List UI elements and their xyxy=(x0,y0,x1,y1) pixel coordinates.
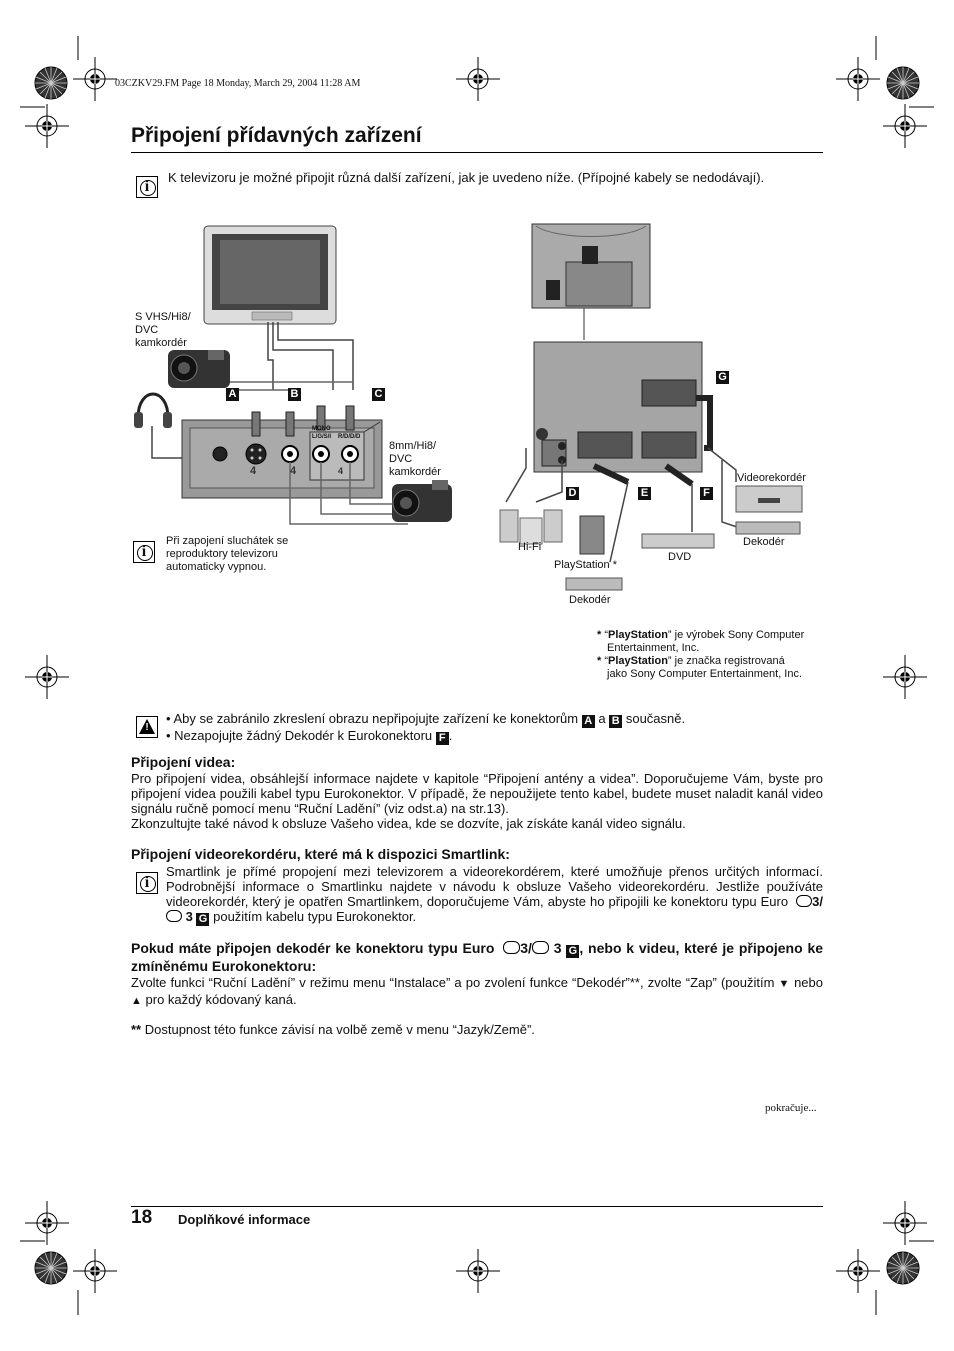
euro-connector-icon xyxy=(503,941,520,954)
smartlink-text: Smartlink je přímé propojení mezi televizorem a videorekordérem, které umožňuje přenos určitých informací. Podrobnější informace o Smartlinku najdete v návodu k obsluze Vašeho videorekordéru. Jestliže používáte videorekordér, který je opatřen Smartlinkem, doporučujeme Vám, abyste ho připojili ke konektoru typu Euro 3/ 3 G použitím kabelu typu Eurokonektor. xyxy=(166,864,823,925)
headphone-note: Při zapojení sluchátek se reproduktory televizoru automaticky vypnou. xyxy=(166,535,289,573)
svhs-camcorder-label: S VHS/Hi8/ DVC kamkordér xyxy=(135,311,191,349)
panel-right-label: R/D/D/D xyxy=(338,434,361,440)
intro-text: K televizoru je možné připojit různá další zařízení, jak je uvedeno níže. (Přípojné kabely se nedodávají). xyxy=(168,170,765,185)
video-heading: Připojení videa: xyxy=(131,754,236,770)
connector-label-d: D xyxy=(566,487,579,500)
arrow-down-icon: ▼ xyxy=(778,978,790,990)
title-rule xyxy=(131,152,823,153)
jack-4-audio: 4 xyxy=(338,466,344,476)
footer-rule xyxy=(131,1206,823,1207)
decoder-text: Zvolte funkci “Ruční Ladění” v režimu menu “Instalace” a po zvolení funkce “Dekodér”**, zvolte “Zap” (použitím ▼ nebo ▲ pro každý kódovaný kaná. xyxy=(131,975,823,1007)
euro-connector-icon xyxy=(532,941,549,954)
warning-icon xyxy=(136,716,158,738)
euro-connector-icon xyxy=(166,910,182,922)
right-connection-diagram xyxy=(496,222,806,622)
playstation-footnotes: * “PlayStation” je výrobek Sony Computer Entertainment, Inc. * “PlayStation” je značka registrovaná jako Sony Computer Entertainment, Inc. xyxy=(597,629,805,680)
info-icon xyxy=(133,541,155,563)
left-connection-diagram xyxy=(128,222,408,542)
hifi-label: Hi-Fi xyxy=(518,541,542,553)
connector-label-a: A xyxy=(226,388,239,401)
decoder-right-label: Dekodér xyxy=(743,536,785,548)
page-number: 18 xyxy=(131,1207,153,1228)
playstation-label: PlayStation * xyxy=(554,559,617,571)
section-name: Doplňkové informace xyxy=(178,1212,311,1227)
arrow-up-icon: ▲ xyxy=(131,995,142,1007)
video-text: Pro připojení videa, obsáhlejší informace najdete v kapitole “Připojení antény a videa”. Doporučujeme Vám, byste pro připojení videa použili kabel typu Eurokonektor. V případě, že nepoužijete tento kabel, budete muset naladit kanál video signálu ručně pomocí menu “Ruční Ladění” (viz odst.a) na str.13). Zkonzultujte také návod k obsluze Vašeho videa, kde se dozvíte, jak získáte kanál video signálu. xyxy=(131,771,823,831)
info-icon xyxy=(136,176,158,198)
panel-left-label: L/G/S/I xyxy=(312,434,332,440)
country-footnote: ** Dostupnost této funkce závisí na volbě země v menu “Jazyk/Země”. xyxy=(131,1022,535,1037)
euro-connector-icon xyxy=(796,895,812,907)
page-title: Připojení přídavných zařízení xyxy=(131,124,422,147)
vcr-label: Videorekordér xyxy=(737,472,806,484)
connector-label-f: F xyxy=(700,487,713,500)
connector-label-c: C xyxy=(372,388,385,401)
file-header: 03CZKV29.FM Page 18 Monday, March 29, 2004 11:28 AM xyxy=(115,78,361,89)
dvd-label: DVD xyxy=(668,551,692,563)
camcorder-8mm-icon xyxy=(388,478,458,530)
connector-label-b: B xyxy=(288,388,301,401)
panel-mono-label: MONO xyxy=(312,426,331,432)
decoder-bottom-label: Dekodér xyxy=(569,594,611,606)
smartlink-heading: Připojení videorekordéru, které má k dispozici Smartlink: xyxy=(131,846,510,862)
decoder-heading: Pokud máte připojen dekodér ke konektoru typu Euro 3/ 3 G , nebo k videu, které je připojeno ke zmíněnému Eurokonektoru: xyxy=(131,940,824,974)
warning-text: • Aby se zabránilo zkreslení obrazu nepřipojujte zařízení ke konektorům A a B současně. • Nezapojujte žádný Dekodér k Eurokonektoru F . xyxy=(166,711,686,744)
connector-label-e: E xyxy=(638,487,651,500)
cam8-camcorder-label: 8mm/Hi8/ DVC kamkordér xyxy=(389,440,441,478)
connector-label-g: G xyxy=(716,371,729,384)
continues-label: pokračuje... xyxy=(765,1102,817,1114)
jack-4-video: 4 xyxy=(290,465,297,477)
info-icon xyxy=(136,872,158,894)
jack-4-svideo: 4 xyxy=(250,465,257,477)
